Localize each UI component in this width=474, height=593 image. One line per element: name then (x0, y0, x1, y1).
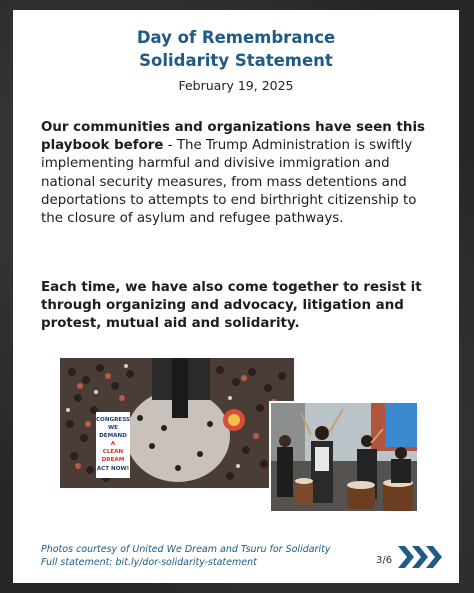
sign-line-3: DEMAND (99, 433, 127, 439)
photo-credit: Photos courtesy of United We Dream and Tsuru for Solidarity (41, 544, 331, 555)
sign-line-5: CLEAN (102, 449, 124, 455)
statement-date: February 19, 2025 (178, 78, 294, 93)
paragraph-resistance: Each time, we have also come together to resist it through organizing and advocacy, litigation and protest, mutual aid and solidarity. (41, 280, 422, 332)
sign-line-1: CONGRESS (95, 417, 131, 423)
title-line-1: Day of Remembrance (136, 28, 336, 47)
statement-card (13, 10, 459, 583)
paragraph-playbook-lead: Our communities and organizations have seen this playbook before (41, 120, 425, 154)
paragraph-playbook (41, 119, 429, 228)
taiko-drummers-photo (269, 401, 417, 511)
sign-line-4: A (110, 441, 116, 447)
page-title (13, 26, 459, 72)
sign-line-6: DREAM (101, 457, 125, 463)
photo-credit-footer (41, 543, 361, 569)
sign-line-7: ACT NOW! (96, 466, 130, 472)
triple-chevron-right-icon[interactable] (398, 545, 442, 569)
paragraph-playbook-rest: - The Trump Administration is swiftly implementing harmful and divisive immigration and national security measures, from mass detentions and deportations to attempts to end birthright citizenship to the closure of asylum and refugee pathways. (41, 138, 417, 227)
sign-line-2: WE (108, 425, 118, 431)
page-indicator: 3/6 (376, 555, 393, 566)
statement-link[interactable]: Full statement: bit.ly/dor-solidarity-statement (41, 557, 257, 568)
title-line-2: Solidarity Statement (139, 51, 333, 70)
protest-crowd-photo (60, 358, 294, 488)
